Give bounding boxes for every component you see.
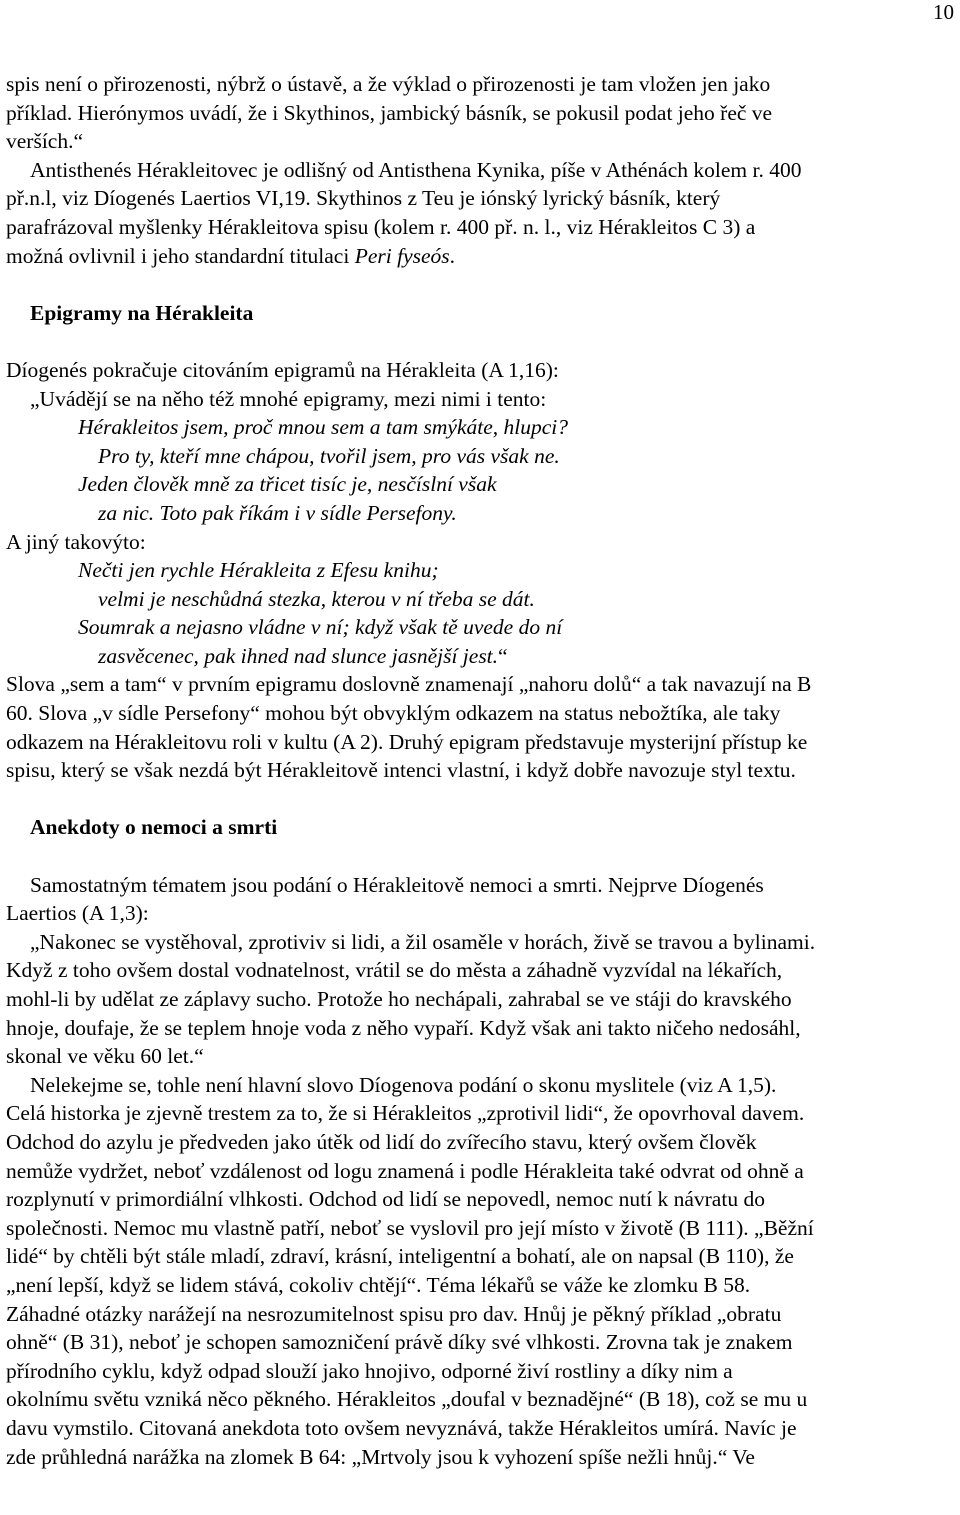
- paragraph-line: Díogenés pokračuje citováním epigramů na Hérakleita (A 1,16):: [6, 357, 559, 382]
- document-page: [6, 70, 954, 1471]
- quote-line: „Uvádějí se na něho též mnohé epigramy, mezi nimi i tento:: [30, 386, 547, 411]
- intro-line: spis není o přirozenosti, nýbrž o ústavě, a že výklad o přirozenosti je tam vložen jen jako: [6, 72, 771, 96]
- intro-line: příklad. Hierónymos uvádí, že i Skythinos, jambický básník, se pokusil podat jeho řeč ve: [6, 100, 773, 125]
- paragraph-line: rozplynutí v primordiální vlhkosti. Odchod od lidí se nepovedl, nemoc nutí k návratu do: [6, 1187, 765, 1212]
- paragraph-line: Samostatným tématem jsou podání o Hérakleitově nemoci a smrti. Nejprve Díogenés: [30, 872, 764, 897]
- paragraph-line: davu vymstilo. Citovaná anekdota toto ovšem nevyznává, takže Hérakleitos umírá. Navíc je: [6, 1415, 797, 1440]
- poem-line: Hérakleitos jsem, proč mnou sem a tam smýkáte, hlupci?: [78, 415, 569, 440]
- section-heading-anecdotes: Anekdoty o nemoci a smrti: [30, 815, 278, 840]
- paragraph-line: okolnímu světu vzniká něco pěkného. Hérakleitos „doufal v beznadějné“ (B 18), což se mu u: [6, 1387, 808, 1412]
- poem-line: velmi je neschůdná stezka, kterou v ní třeba se dát.: [98, 586, 535, 611]
- paragraph-line: odkazem na Hérakleitovu roli v kultu (A 2). Druhý epigram představuje mysterijní přístup ke: [6, 729, 808, 754]
- quote-line: mohl-li by udělat ze záplavy sucho. Protože ho nechápali, zahrabal se ve stáji do kravského: [6, 987, 792, 1011]
- footnote-line: [6, 242, 954, 271]
- paragraph-line: společnosti. Nemoc mu vlastně patří, neboť se vyslovil pro její místo v životě (B 111). „Běžní: [6, 1215, 814, 1240]
- paragraph-line: A jiný takovýto:: [6, 529, 146, 554]
- paragraph-line: zde průhledná narážka na zlomek B 64: „Mrtvoly jsou k vyhození spíše nežli hnůj.“ Ve: [6, 1444, 755, 1469]
- footnote-line: Antisthenés Hérakleitovec je odlišný od Antisthena Kynika, píše v Athénách kolem r. 400: [30, 157, 802, 182]
- footnote-line: př.n.l, viz Díogenés Laertios VI,19. Skythinos z Teu je iónský lyrický básník, který: [6, 186, 721, 211]
- poem-line: [6, 642, 954, 671]
- paragraph-line: Celá historka je zjevně trestem za to, že si Hérakleitos „zprotivil lidi“, že opovrhoval davem.: [6, 1101, 805, 1126]
- footnote-text: možná ovlivnil i jeho standardní titulaci: [6, 243, 355, 268]
- paragraph-line: Laertios (A 1,3):: [6, 901, 149, 926]
- poem-line: Pro ty, kteří mne chápou, tvořil jsem, pro vás však ne.: [98, 443, 560, 468]
- paragraph-line: Nelekejme se, tohle není hlavní slovo Díogenova podání o skonu myslitele (viz A 1,5).: [30, 1072, 777, 1097]
- paragraph-line: Záhadné otázky narážejí na nesrozumitelnost spisu pro dav. Hnůj je pěkný příklad „obratu: [6, 1301, 782, 1326]
- footnote-line: parafrázoval myšlenky Hérakleitova spisu (kolem r. 400 př. n. l., viz Hérakleitos C 3) a: [6, 214, 756, 239]
- paragraph-line: přírodního cyklu, když odpad slouží jako hnojivo, odporné živí rostliny a díky nim a: [6, 1358, 733, 1383]
- paragraph-line: nemůže vydržet, neboť vzdálenost od logu znamená i podle Hérakleita také odvrat od ohně a: [6, 1158, 804, 1183]
- quote-line: „Nakonec se vystěhoval, zprotiviv si lidi, a žil osaměle v horách, živě se travou a bylinami.: [30, 929, 816, 954]
- poem-line: Soumrak a nejasno vládne v ní; když však tě uvede do ní: [78, 615, 563, 640]
- quote-close: “: [498, 643, 508, 668]
- quote-line: hnoje, doufaje, že se teplem hnoje voda z něho vypaří. Když však ani takto ničeho nedosáhl,: [6, 1015, 801, 1040]
- poem-text: zasvěcenec, pak ihned nad slunce jasnější jest.: [98, 643, 499, 668]
- footnote-end: .: [449, 243, 456, 268]
- paragraph-line: Odchod do azylu je předveden jako útěk od lidí do zvířecího stavu, který ovšem člověk: [6, 1129, 757, 1154]
- section-heading-epigrams: Epigramy na Hérakleita: [30, 300, 254, 325]
- poem-line: Nečti jen rychle Hérakleita z Efesu knihu;: [78, 558, 439, 583]
- poem-line: Jeden člověk mně za třicet tisíc je, nesčíslní však: [78, 472, 497, 497]
- work-title: Peri fyseós: [354, 243, 450, 268]
- page-number: 10: [933, 0, 954, 24]
- paragraph-line: 60. Slova „v sídle Persefony“ mohou být obvyklým odkazem na status nebožtíka, ale taky: [6, 701, 781, 726]
- quote-line: skonal ve věku 60 let.“: [6, 1044, 204, 1069]
- paragraph-line: spisu, který se však nezdá být Hérakleitově intenci vlastní, i když dobře navozuje styl textu.: [6, 758, 796, 783]
- intro-line: verších.“: [6, 129, 84, 154]
- quote-line: Když z toho ovšem dostal vodnatelnost, vrátil se do města a záhadně vyzvídal na lékařích,: [6, 958, 783, 983]
- paragraph-line: „není lepší, když se lidem stává, cokoliv chtějí“. Téma lékařů se váže ke zlomku B 58.: [6, 1272, 751, 1297]
- paragraph-line: ohně“ (B 31), neboť je schopen samozničení právě díky své vlhkosti. Zrovna tak je znakem: [6, 1330, 793, 1355]
- paragraph-line: Slova „sem a tam“ v prvním epigramu doslovně znamenají „nahoru dolů“ a tak navazují na B: [6, 672, 812, 697]
- paragraph-line: lidé“ by chtěli být stále mladí, zdraví, krásní, inteligentní a bohatí, ale on napsal (B 110), že: [6, 1244, 794, 1269]
- poem-line: za nic. Toto pak říkám i v sídle Persefony.: [98, 500, 457, 525]
